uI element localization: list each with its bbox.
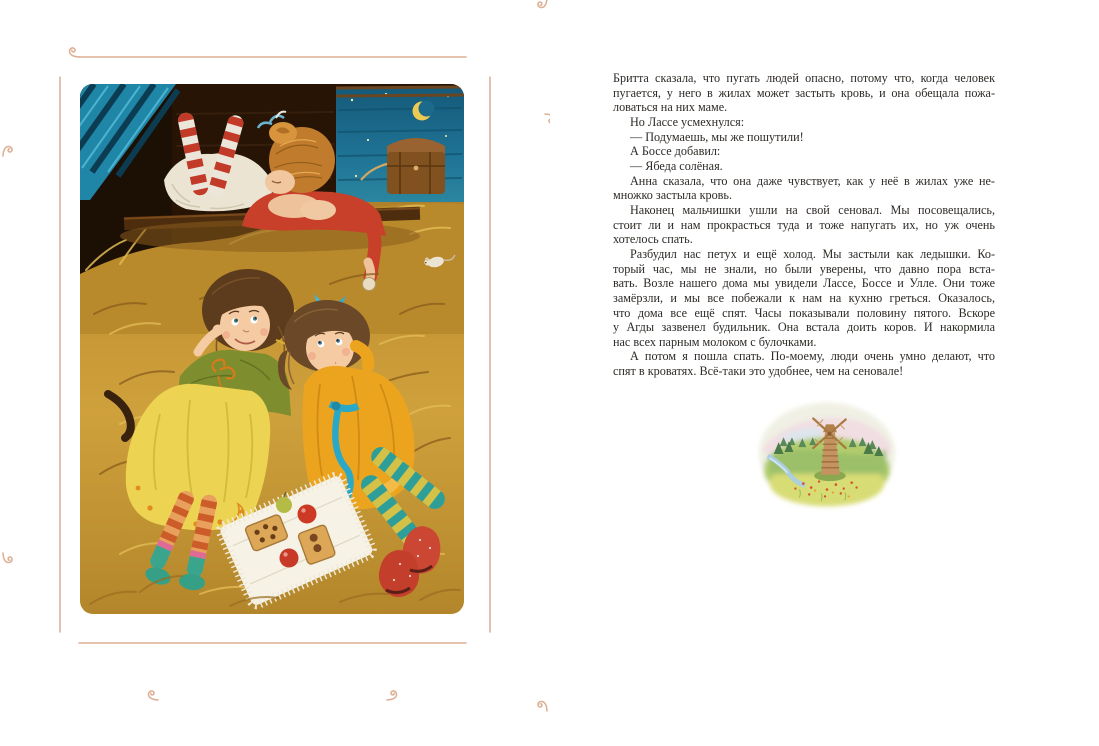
text-line: Но Лассе усмехнулся: [630,114,745,129]
text-line: Бритта сказала, что пугать людей опасно, потому что, когда человек [613,71,995,85]
right-page [550,0,1099,746]
text-line: — Подумаешь, мы же пошутили! [630,129,804,144]
text-line: Разбудил нас петух и ещё холод. Мы застыли как ледышки. Ко- [630,246,995,261]
text-line: торый час, мы не знали, но были уверены, что давно пора вста- [613,261,995,276]
text-line: множко застыла кровь. [613,188,733,203]
text-line: замёрзли, и мы все побежали к нам на кухню греться. Оказалось, [613,290,995,305]
text-line: Анна сказала, что она даже чувствует, как у неё в жилах уже не- [630,173,995,188]
text-line: ловаться на них маме. [613,100,728,115]
text-line: хотелось спать. [613,232,693,247]
text-line: у Агды зазвенел будильник. Она встала доить коров. И накормила [613,320,995,335]
text-line: нас всех парным молоком с булочками. [613,334,817,349]
text-line: спят в кроватях. Всё-таки это удобнее, чем на сеновале! [613,364,904,379]
text-line: А потом я пошла спать. По-моему, люди очень умно делают, что [630,349,995,364]
text-line: пугается, у него в жилах может застыть кровь, и она обещала пожа- [613,85,995,100]
text-line: А Боссе добавил: [630,144,721,159]
text-line: что дома все ещё спят. Часы показывали половину пятого. Вскоре [613,305,995,320]
windmill-vignette [752,392,900,514]
text-line: вать. Возле нашего дома мы увидели Лассе, Боссе и Улле. Они тоже [613,276,995,291]
text-line: стоит ли и нам прокрасться туда и тоже напугать их, но уж очень [613,217,995,232]
text-line: Наконец мальчишки ушли на свой сеновал. Мы посовещались, [630,202,995,217]
text-line: — Ябеда солёная. [630,158,723,173]
main-illustration [80,84,464,614]
story-text [613,71,995,379]
